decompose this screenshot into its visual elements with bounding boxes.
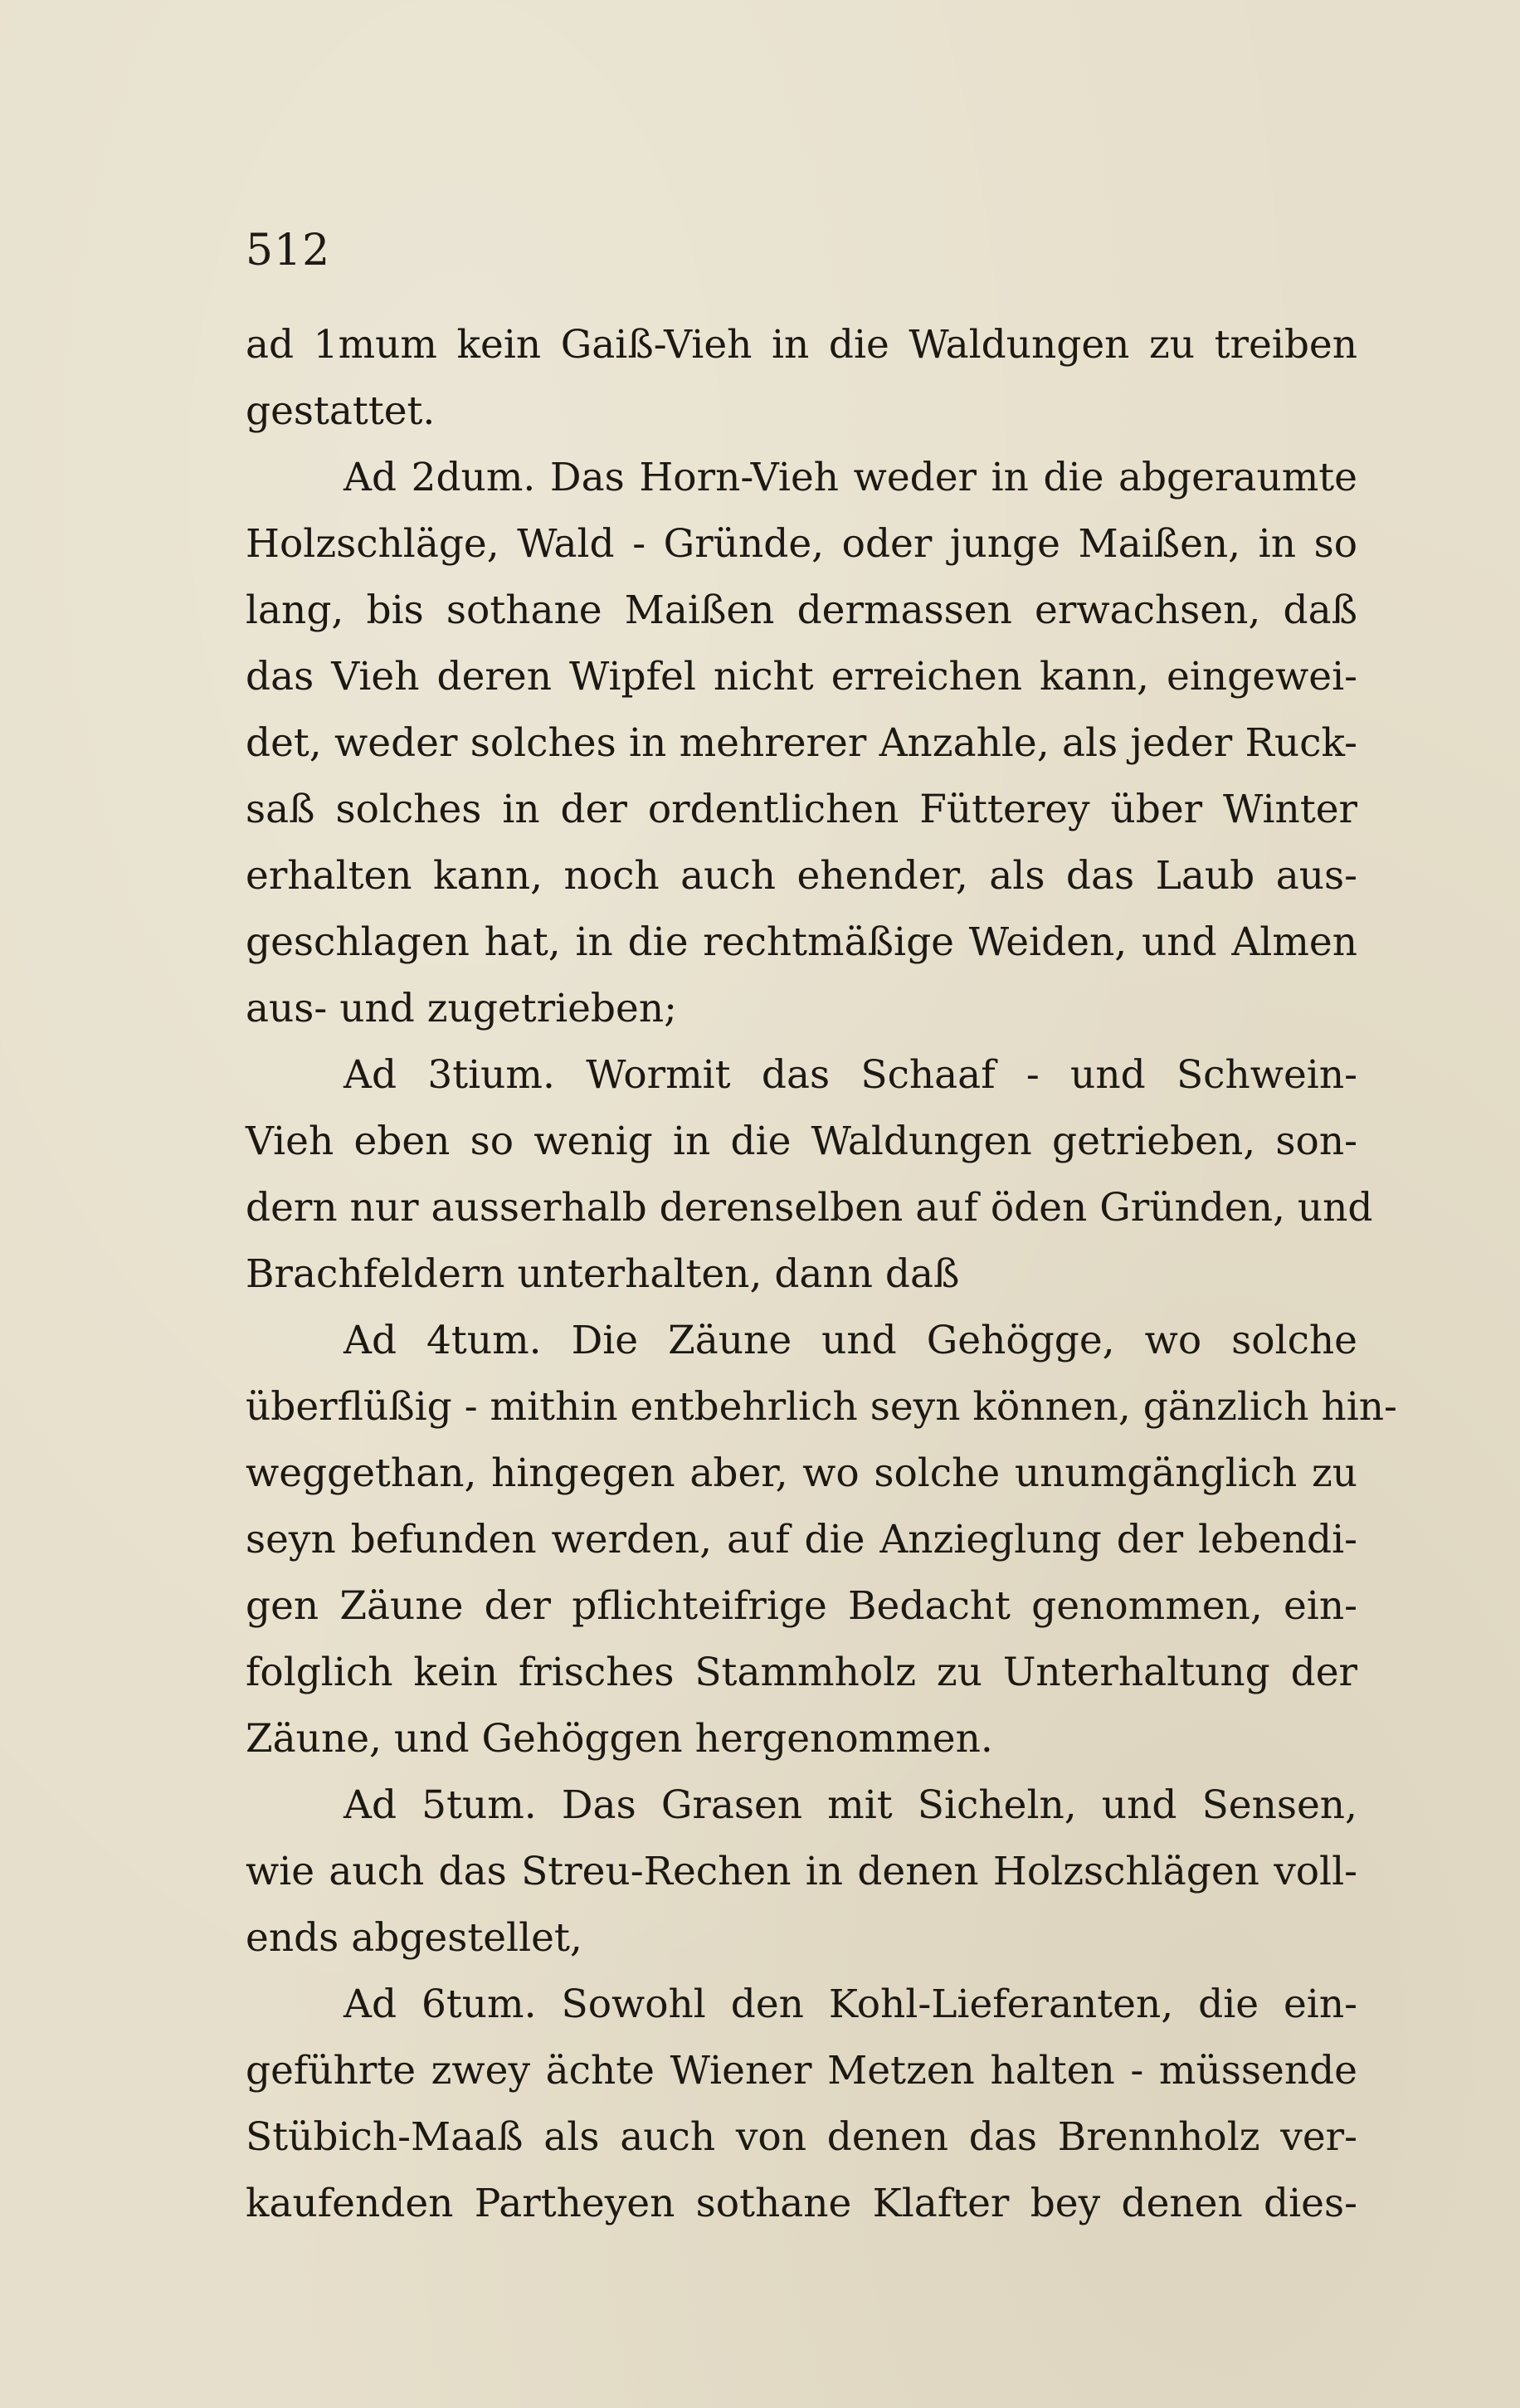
- text-line: gen Zäune der pflichteifrige Bedacht genommen, ein-: [246, 1583, 1357, 1629]
- text-line: das Vieh deren Wipfel nicht erreichen kann, eingewei-: [246, 654, 1357, 699]
- text-line: geführte zwey ächte Wiener Metzen halten - müssende: [246, 2048, 1357, 2094]
- text-line: lang, bis sothane Maißen dermassen erwachsen, daß: [246, 587, 1357, 633]
- text-line: ends abgestellet,: [246, 1915, 582, 1961]
- body-text: [246, 312, 1397, 2237]
- text-line: Ad 5tum. Das Grasen mit Sicheln, und Sensen,: [343, 1782, 1357, 1828]
- text-line: Ad 6tum. Sowohl den Kohl-Lieferanten, die ein-: [343, 1981, 1357, 2027]
- text-line: überflüßig - mithin entbehrlich seyn können, gänzlich hin-: [246, 1384, 1397, 1430]
- text-line: folglich kein frisches Stammholz zu Unterhaltung der: [246, 1650, 1357, 1695]
- text-line: Brachfeldern unterhalten, dann daß: [246, 1251, 960, 1297]
- text-line: Zäune, und Gehöggen hergenommen.: [246, 1716, 993, 1762]
- text-line: dern nur ausserhalb derenselben auf öden Gründen, und: [246, 1185, 1373, 1231]
- text-line: Ad 2dum. Das Horn-Vieh weder in die abgeraumte: [343, 455, 1357, 500]
- page-number: 512: [246, 226, 331, 275]
- text-line: Vieh eben so wenig in die Waldungen getrieben, son-: [246, 1119, 1357, 1164]
- text-line: det, weder solches in mehrerer Anzahle, als jeder Ruck-: [246, 720, 1357, 766]
- text-line: weggethan, hingegen aber, wo solche unumgänglich zu: [246, 1450, 1357, 1496]
- text-line: ad 1mum kein Gaiß-Vieh in die Waldungen zu treiben: [246, 322, 1357, 368]
- text-line: saß solches in der ordentlichen Fütterey über Winter: [246, 787, 1357, 832]
- text-line: erhalten kann, noch auch ehender, als das Laub aus-: [246, 853, 1357, 899]
- text-line: seyn befunden werden, auf die Anzieglung der lebendi-: [246, 1517, 1357, 1562]
- text-line: Stübich-Maaß als auch von denen das Brennholz ver-: [246, 2114, 1357, 2160]
- text-line: kaufenden Partheyen sothane Klafter bey denen dies-: [246, 2181, 1357, 2226]
- text-line: aus- und zugetrieben;: [246, 986, 677, 1031]
- text-line: Ad 3tium. Wormit das Schaaf - und Schwein-: [343, 1052, 1357, 1098]
- text-line: wie auch das Streu-Rechen in denen Holzschlägen voll-: [246, 1849, 1357, 1894]
- text-line: Ad 4tum. Die Zäune und Gehögge, wo solche: [343, 1318, 1357, 1363]
- text-line: gestattet.: [246, 388, 436, 434]
- text-line: geschlagen hat, in die rechtmäßige Weiden, und Almen: [246, 919, 1357, 965]
- text-line: Holzschläge, Wald - Gründe, oder junge Maißen, in so: [246, 521, 1357, 567]
